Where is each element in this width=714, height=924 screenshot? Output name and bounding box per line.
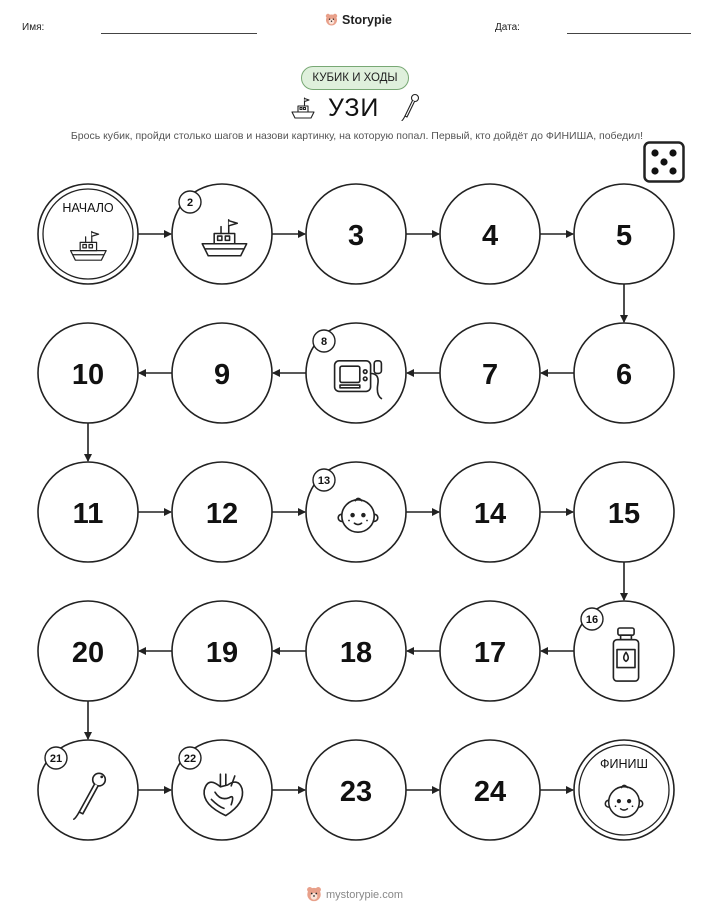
cell-number-badge-label: 22 [183,753,197,765]
finish-label: ФИНИШ [600,757,648,771]
cell-number: 18 [339,637,373,669]
cell-number: 19 [205,637,239,669]
board-cell-10[interactable] [38,323,138,423]
cell-number: 3 [347,220,365,252]
cell-number: 6 [615,359,633,391]
board-cell-13[interactable] [306,462,406,562]
game-title: УЗИ [328,94,380,122]
board-cell-3[interactable] [306,184,406,284]
board-cell-19[interactable] [172,601,272,701]
cell-number-badge-label: 2 [186,197,194,209]
footer-site[interactable]: mystorypie.com [326,888,404,901]
cell-number: 24 [473,776,507,808]
cell-number: 10 [71,359,105,391]
board-cell-16[interactable] [574,601,674,701]
footer [306,886,403,903]
cell-number: 9 [213,359,231,391]
game-instructions: Брось кубик, пройди столько шагов и назови картинку, на которую попал. Первый, кто дойдёт до ФИНИША, победил! [70,130,644,142]
board-cell-14[interactable] [440,462,540,562]
board-cell-7[interactable] [440,323,540,423]
board-cell-22[interactable] [172,740,272,840]
board-cell-23[interactable] [306,740,406,840]
cell-number: 11 [72,498,104,530]
cell-number-badge [179,191,201,213]
board-cell-2[interactable] [172,184,272,284]
date-label: Дата: [495,22,520,33]
board-cell-20[interactable] [38,601,138,701]
board-cell-5[interactable] [574,184,674,284]
cell-number-badge [179,747,201,769]
start-label: НАЧАЛО [62,201,114,215]
cell-number: 7 [481,359,499,391]
cell-number-badge [45,747,67,769]
bear-logo-icon [306,886,322,903]
board-cell-6[interactable] [574,323,674,423]
game-type-tag: КУБИК И ХОДЫ [301,66,409,90]
name-label: Имя: [22,22,45,33]
board-cell-21[interactable] [38,740,138,840]
cell-number-badge-label: 8 [320,336,328,348]
cell-number-badge-label: 16 [585,614,599,626]
cell-number: 4 [481,220,499,252]
cell-number-badge [313,469,335,491]
board-cell-9[interactable] [172,323,272,423]
board-cell-24[interactable] [440,740,540,840]
board-cell-finish[interactable] [574,740,674,840]
cell-number-badge-label: 21 [49,753,63,765]
board-cell-start[interactable] [38,184,138,284]
cell-number: 15 [607,498,641,530]
cell-number: 12 [205,498,239,530]
cell-number-badge [581,608,603,630]
board-cell-12[interactable] [172,462,272,562]
cell-number: 17 [473,637,507,669]
board-cell-18[interactable] [306,601,406,701]
board-cell-4[interactable] [440,184,540,284]
cell-number: 14 [473,498,507,530]
cell-number-badge-label: 13 [317,475,331,487]
cell-number: 23 [339,776,373,808]
cell-number: 20 [71,637,105,669]
board-cell-17[interactable] [440,601,540,701]
board-cell-15[interactable] [574,462,674,562]
board-cell-8[interactable] [306,323,406,423]
cell-number: 5 [615,220,633,252]
board-cell-11[interactable] [38,462,138,562]
brand-name: Storypie [342,13,393,27]
cell-number-badge [313,330,335,352]
